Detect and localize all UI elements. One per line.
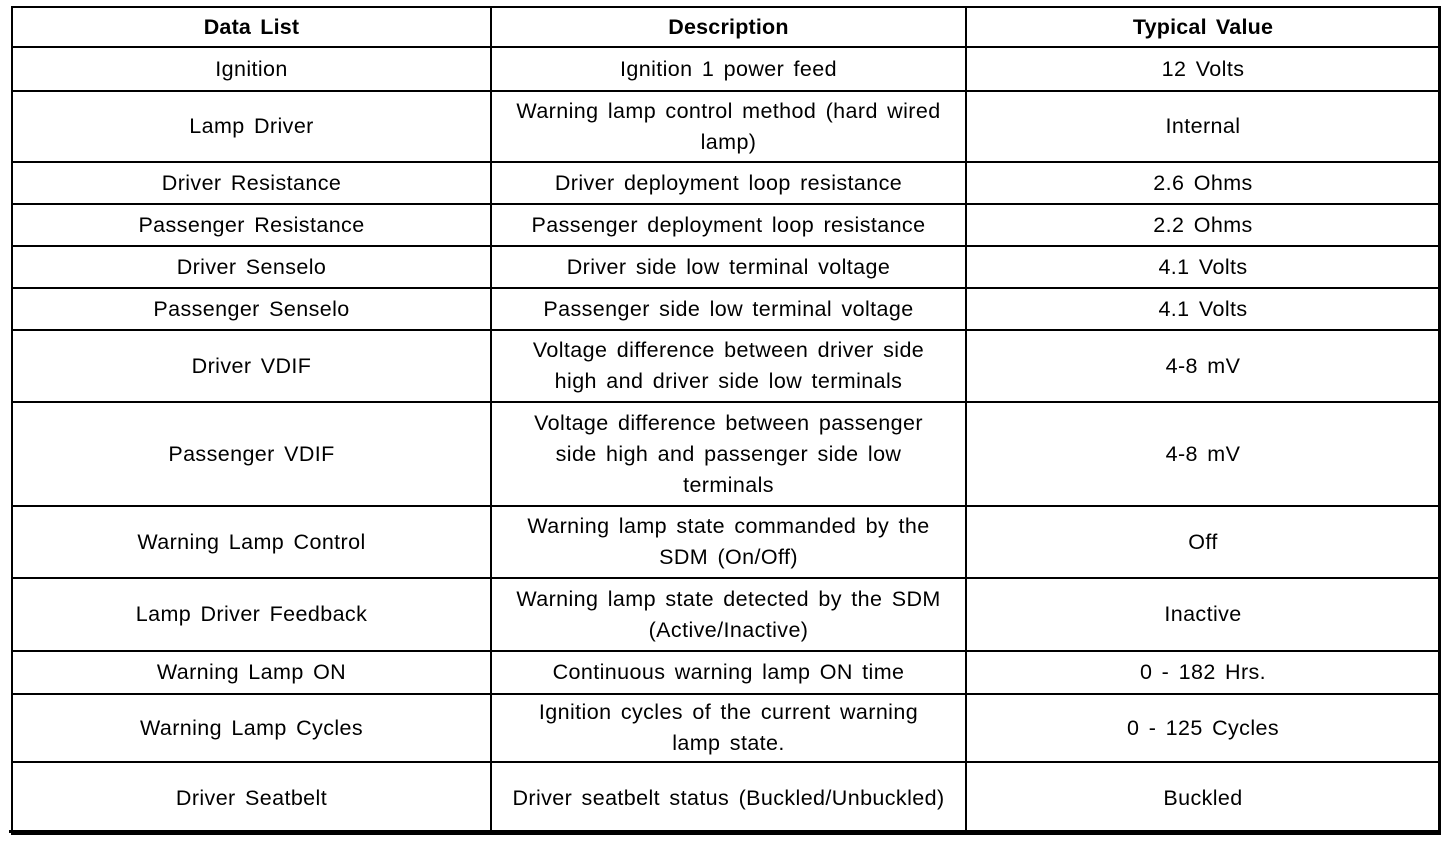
data-list-cell: Driver Seatbelt (12, 762, 491, 834)
data-list-cell: Passenger Resistance (12, 204, 491, 246)
typical-value-cell: 4.1 Volts (966, 246, 1440, 288)
typical-value-cell: 12 Volts (966, 47, 1440, 91)
description-cell: Warning lamp state commanded by the SDM (On/Off) (491, 506, 966, 578)
data-list-cell: Driver Senselo (12, 246, 491, 288)
description-cell: Passenger side low terminal voltage (491, 288, 966, 330)
table-row (12, 651, 1440, 694)
table-row (12, 162, 1440, 204)
description-cell: Driver deployment loop resistance (491, 162, 966, 204)
typical-value-cell: 2.6 Ohms (966, 162, 1440, 204)
typical-value-cell: 0 - 125 Cycles (966, 694, 1440, 762)
description-cell: Passenger deployment loop resistance (491, 204, 966, 246)
data-list-cell: Passenger Senselo (12, 288, 491, 330)
description-cell: Voltage difference between passenger side high and passenger side low terminals (491, 402, 966, 506)
table-row (12, 578, 1440, 651)
description-cell: Voltage difference between driver side high and driver side low terminals (491, 330, 966, 402)
header-description: Description (491, 7, 966, 47)
description-cell: Ignition 1 power feed (491, 47, 966, 91)
typical-value-cell: 4-8 mV (966, 330, 1440, 402)
table-row (12, 288, 1440, 330)
table-row (12, 402, 1440, 506)
data-list-cell: Warning Lamp ON (12, 651, 491, 694)
data-list-cell: Passenger VDIF (12, 402, 491, 506)
table-header-row (12, 7, 1440, 47)
typical-value-cell: 0 - 182 Hrs. (966, 651, 1440, 694)
typical-value-cell: Buckled (966, 762, 1440, 834)
typical-value-cell: 4.1 Volts (966, 288, 1440, 330)
description-cell: Continuous warning lamp ON time (491, 651, 966, 694)
table-row (12, 91, 1440, 162)
data-list-cell: Warning Lamp Cycles (12, 694, 491, 762)
header-typical-value: Typical Value (966, 7, 1440, 47)
data-list-cell: Ignition (12, 47, 491, 91)
typical-value-cell: 4-8 mV (966, 402, 1440, 506)
typical-value-cell: Internal (966, 91, 1440, 162)
table-row (12, 762, 1440, 834)
table-row (12, 47, 1440, 91)
description-cell: Driver seatbelt status (Buckled/Unbuckled) (491, 762, 966, 834)
data-list-cell: Driver Resistance (12, 162, 491, 204)
description-cell: Ignition cycles of the current warning lamp state. (491, 694, 966, 762)
data-list-cell: Warning Lamp Control (12, 506, 491, 578)
table-row (12, 204, 1440, 246)
data-list-cell: Lamp Driver (12, 91, 491, 162)
description-cell: Driver side low terminal voltage (491, 246, 966, 288)
data-list-cell: Lamp Driver Feedback (12, 578, 491, 651)
description-cell: Warning lamp state detected by the SDM (Active/Inactive) (491, 578, 966, 651)
data-list-cell: Driver VDIF (12, 330, 491, 402)
table-row (12, 694, 1440, 762)
header-data-list: Data List (12, 7, 491, 47)
table-row (12, 246, 1440, 288)
table-row (12, 330, 1440, 402)
typical-value-cell: 2.2 Ohms (966, 204, 1440, 246)
data-list-table (11, 6, 1441, 835)
typical-value-cell: Inactive (966, 578, 1440, 651)
typical-value-cell: Off (966, 506, 1440, 578)
table-row (12, 506, 1440, 578)
description-cell: Warning lamp control method (hard wired lamp) (491, 91, 966, 162)
